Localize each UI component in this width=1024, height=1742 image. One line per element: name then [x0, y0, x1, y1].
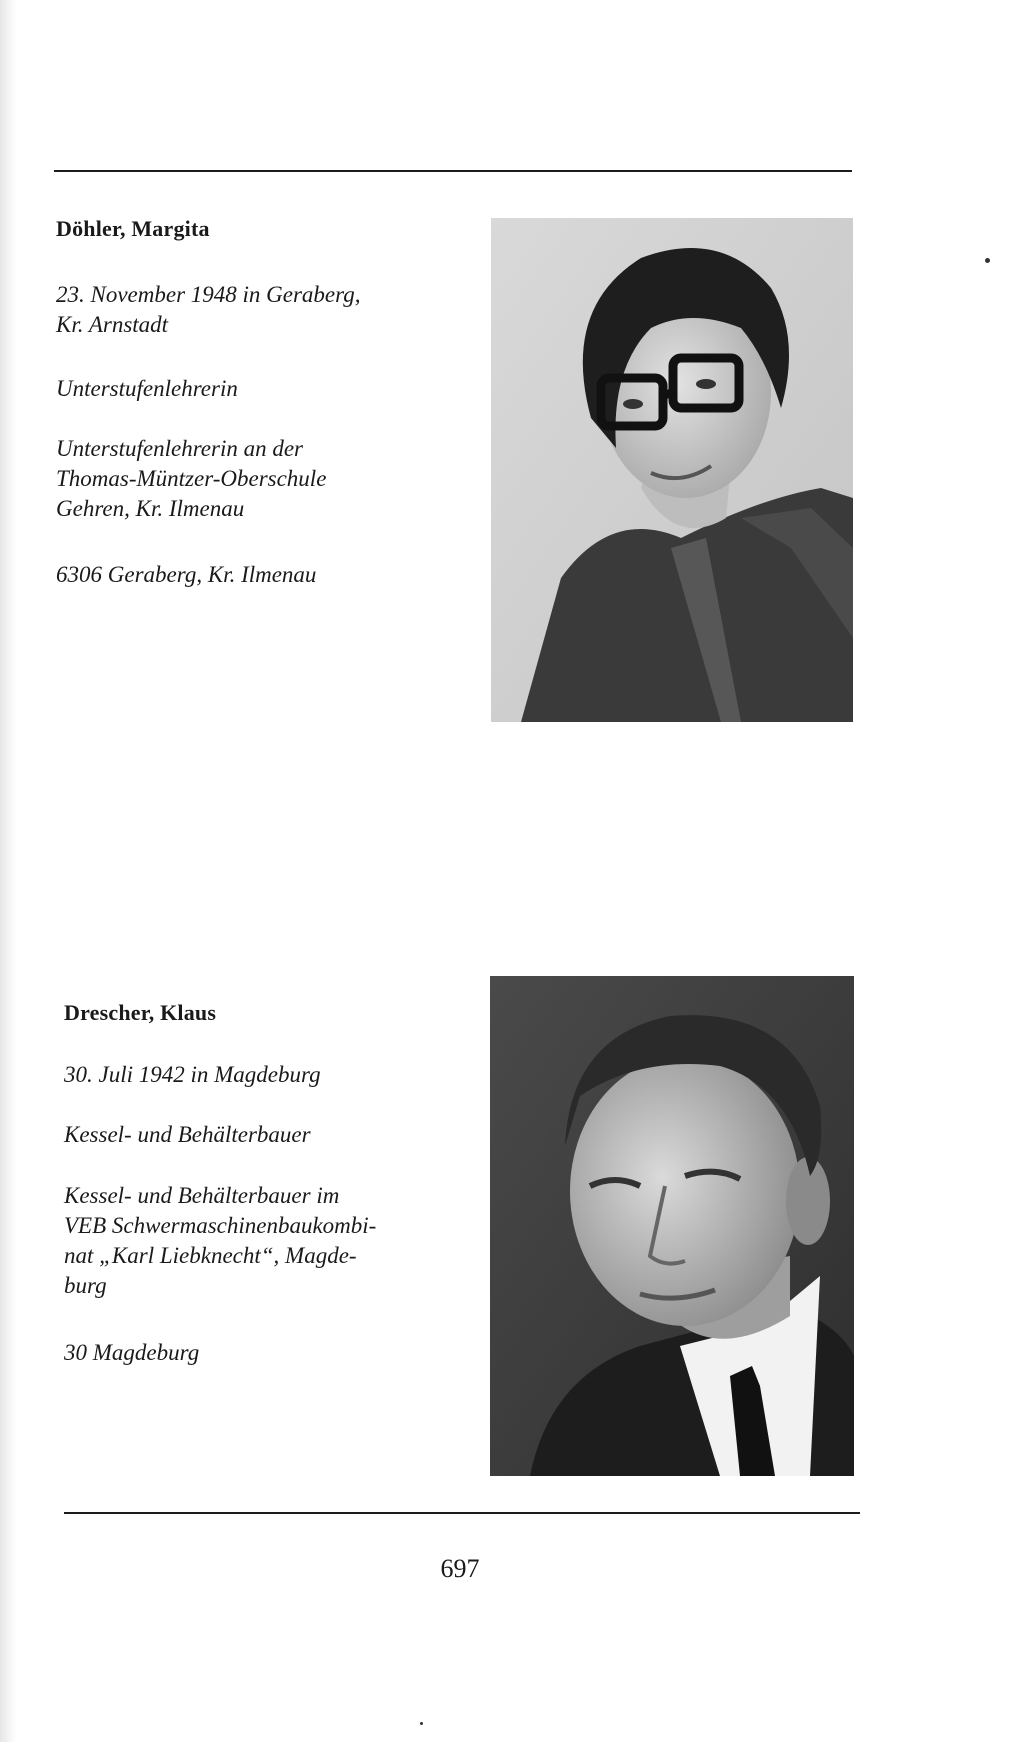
entry-birth [56, 280, 361, 340]
workplace-line: Kessel- und Behälterbauer im [64, 1183, 340, 1208]
bottom-rule [64, 1512, 860, 1514]
entry-birth [64, 1060, 321, 1090]
workplace-line: Unterstufenlehrerin an der [56, 436, 304, 461]
birth-line: 30. Juli 1942 in Magdeburg [64, 1062, 321, 1087]
entry-workplace [56, 434, 326, 524]
entry-profession: Unterstufenlehrerin [56, 376, 238, 401]
scan-speck [420, 1722, 423, 1725]
entry-name: Drescher, Klaus [64, 1000, 217, 1025]
entry-name: Döhler, Margita [56, 216, 210, 241]
top-rule [54, 170, 852, 172]
portrait-photo-man [490, 976, 854, 1476]
workplace-line: Gehren, Kr. Ilmenau [56, 496, 245, 521]
page-number: 697 [440, 1554, 480, 1583]
workplace-line: Thomas-Müntzer-Oberschule [56, 466, 327, 491]
workplace-line: burg [64, 1273, 107, 1298]
scan-speck [985, 258, 990, 263]
entry-profession: Kessel- und Behälterbauer [64, 1122, 311, 1147]
page-edge-shadow [0, 0, 16, 1742]
portrait-photo-woman [491, 218, 853, 722]
entry-address: 30 Magdeburg [64, 1340, 200, 1365]
birth-line: Kr. Arnstadt [56, 312, 169, 337]
workplace-line: nat „Karl Liebknecht“, Magde- [64, 1243, 357, 1268]
workplace-line: VEB Schwermaschinenbaukombi- [64, 1213, 377, 1238]
entry-workplace [64, 1181, 440, 1301]
birth-line: 23. November 1948 in Geraberg, [56, 282, 361, 307]
entry-address: 6306 Geraberg, Kr. Ilmenau [56, 562, 317, 587]
